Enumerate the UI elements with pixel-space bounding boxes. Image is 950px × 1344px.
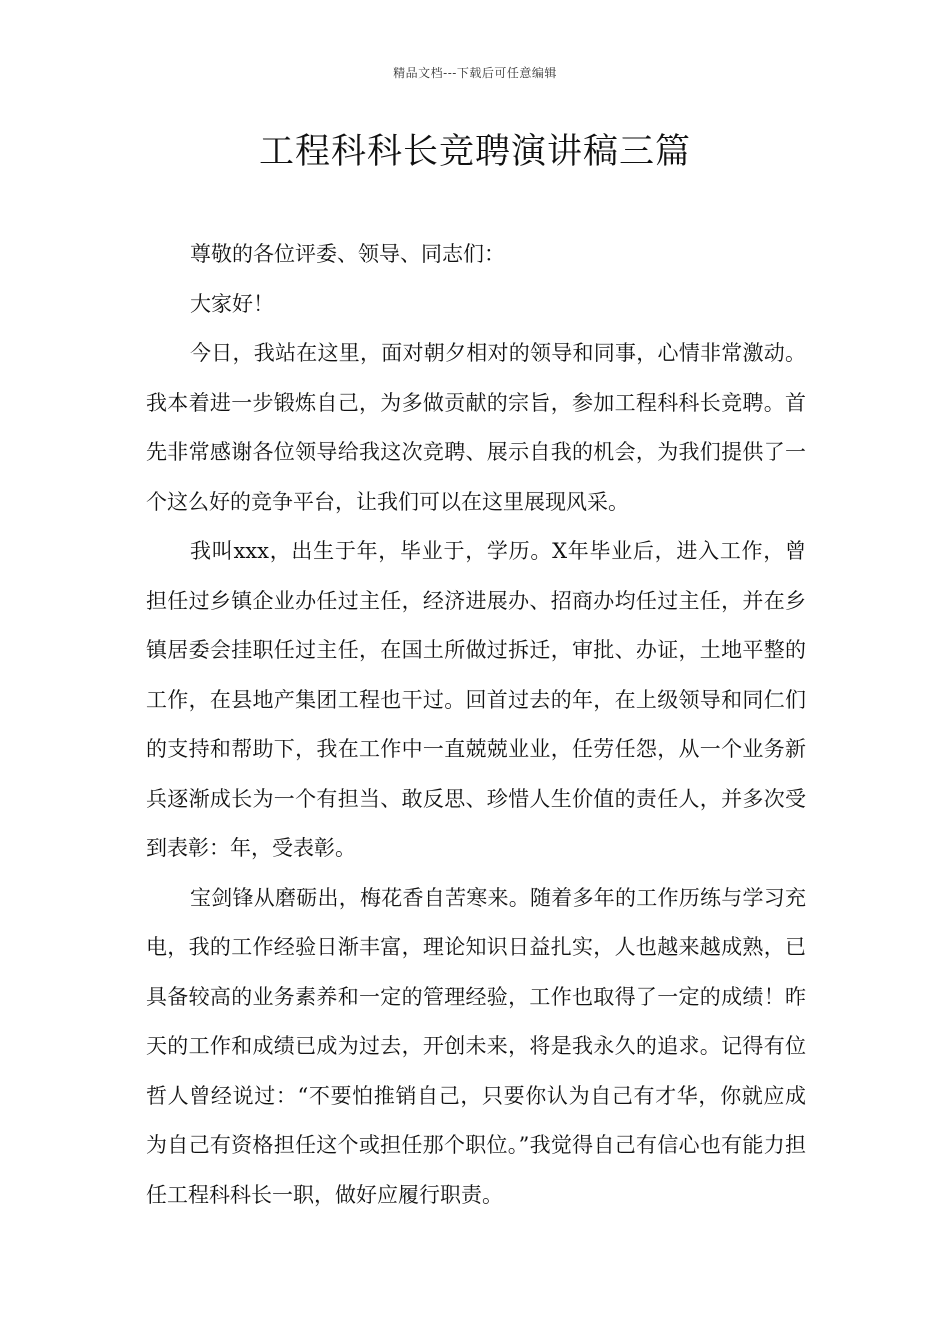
document-title: 工程科科长竞聘演讲稿三篇: [258, 132, 691, 172]
paragraph-intro: 今日，我站在这里，面对朝夕相对的领导和同事，心情非常激动。我本着进一步锻炼自己，为多做贡献的宗旨，参加工程科科长竞聘。首先非常感谢各位领导给我这次竞聘、展示自我的机会，为我们提供了一个这么好的竞争平台，让我们可以在这里展现风采。: [146, 341, 806, 514]
paragraph-hello: 大家好！: [190, 291, 274, 316]
paragraph-qualifications: 宝剑锋从磨砺出，梅花香自苦寒来。随着多年的工作历练与学习充电，我的工作经验日渐丰富，理论知识日益扎实，人也越来越成熟，已具备较高的业务素养和一定的管理经验，工作也取得了一定的成绩！昨天的工作和成绩已成为过去，开创未来，将是我永久的追求。记得有位哲人曾经说过：“不要怕推销自己，只要你认为自己有才华，你就应成为自己有资格担任这个或担任那个职位。”我觉得自己有信心也有能力担任工程科科长一职，做好应履行职责。: [146, 885, 806, 1207]
paragraph-greeting: 尊敬的各位评委、领导、同志们：: [190, 242, 505, 266]
paragraph-background: 我叫xxx，出生于年，毕业于，学历。X年毕业后，进入工作，曾担任过乡镇企业办任过主任，经济进展办、招商办均任过主任，并在乡镇居委会挂职任过主任，在国土所做过拆迁，审批、办证，土地平整的工作，在县地产集团工程也干过。回首过去的年，在上级领导和同仁们的支持和帮助下，我在工作中一直兢兢业业，任劳任怨，从一个业务新兵逐渐成长为一个有担当、敢反思、珍惜人生价值的责任人，并多次受到表彰：年，受表彰。: [146, 539, 806, 860]
header-note: 精品文档---下载后可任意编辑: [393, 66, 557, 80]
document-body: [146, 230, 806, 1220]
